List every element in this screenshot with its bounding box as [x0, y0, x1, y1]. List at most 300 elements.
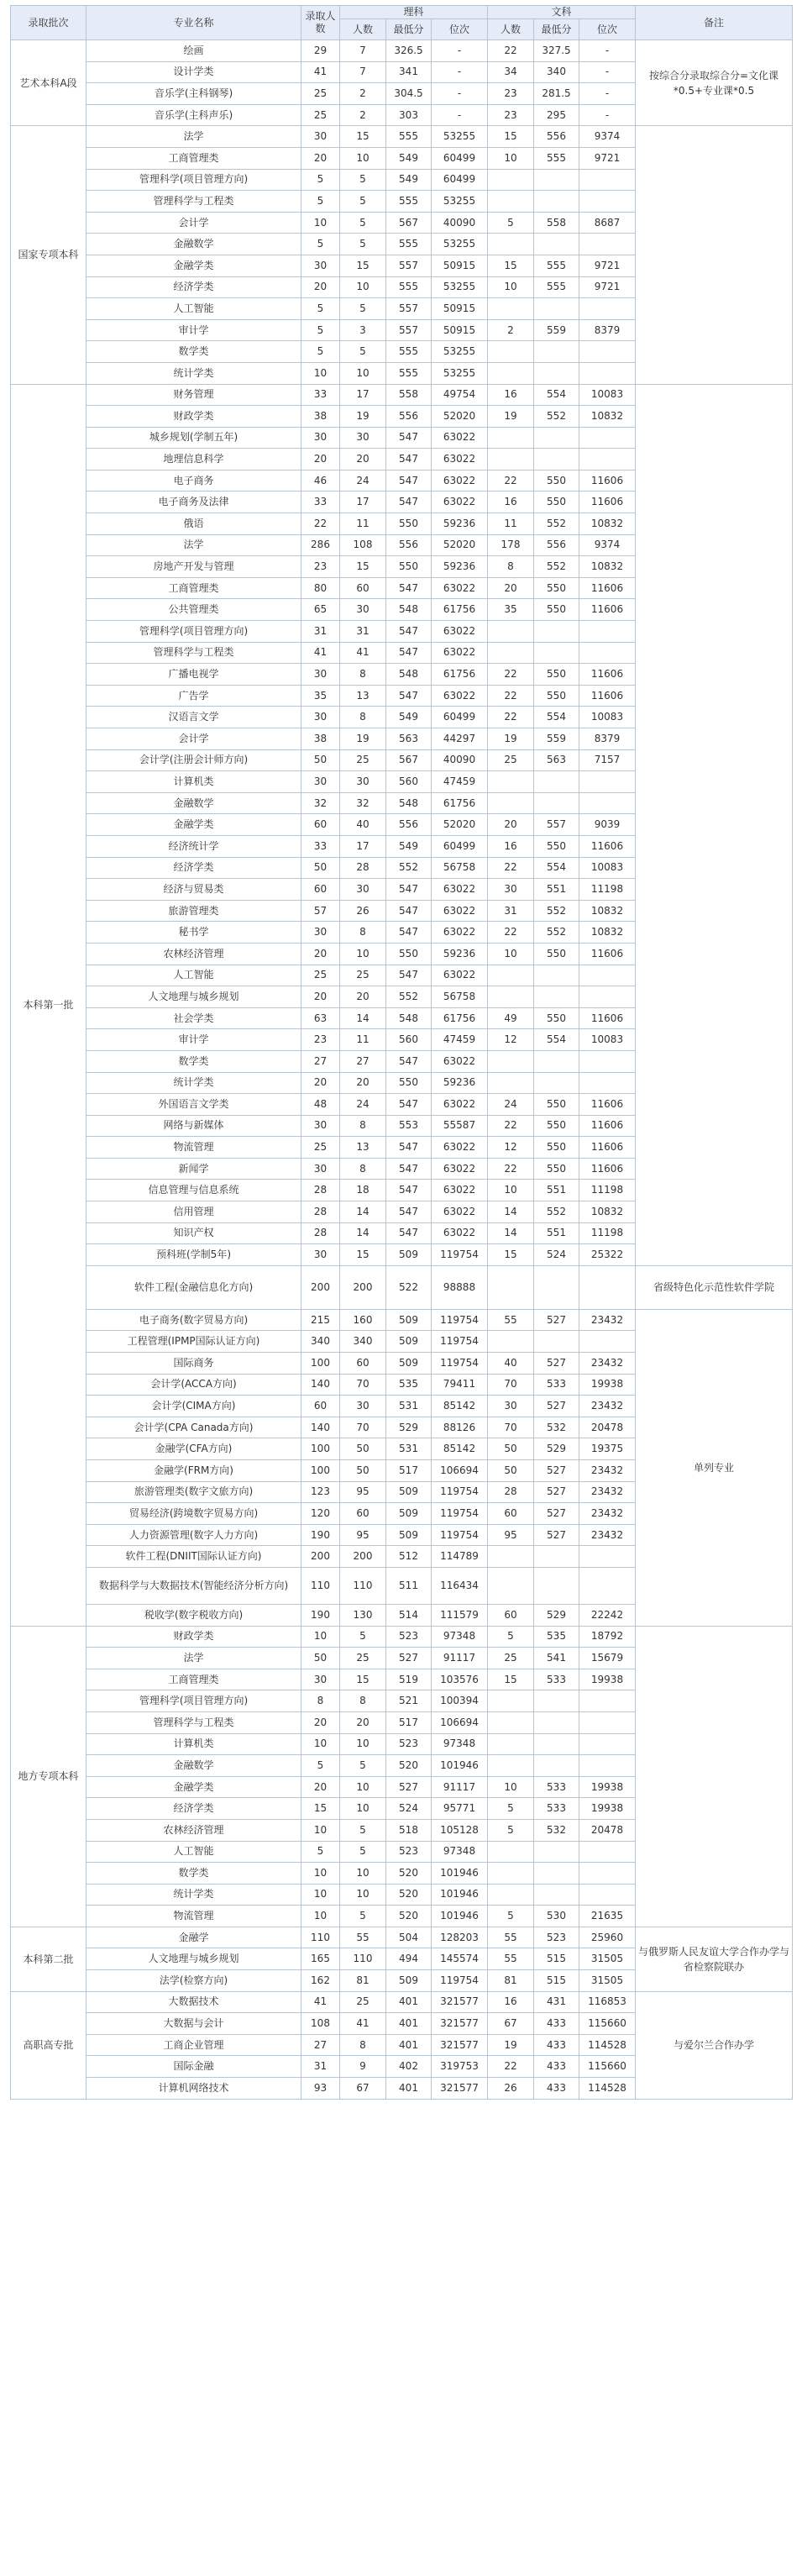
cell-sci-count: 67	[340, 2078, 386, 2100]
cell-arts-rank: 20478	[579, 1417, 636, 1438]
cell-admit: 28	[301, 1180, 340, 1201]
cell-sci-count: 50	[340, 1438, 386, 1460]
cell-arts-count: 16	[488, 1991, 534, 2013]
cell-sci-min: 527	[386, 1776, 432, 1798]
cell-arts-count: 5	[488, 1819, 534, 1841]
cell-major: 审计学	[86, 1029, 301, 1051]
cell-sci-rank: 63022	[432, 621, 488, 643]
cell-sci-min: 557	[386, 298, 432, 320]
header-science-min: 最低分	[386, 19, 432, 40]
cell-major: 金融学(FRM方向)	[86, 1460, 301, 1482]
cell-sci-count: 70	[340, 1417, 386, 1438]
cell-arts-count	[488, 362, 534, 384]
cell-arts-count: 55	[488, 1948, 534, 1970]
cell-sci-count: 130	[340, 1604, 386, 1626]
cell-arts-count	[488, 986, 534, 1008]
cell-major: 信息管理与信息系统	[86, 1180, 301, 1201]
cell-sci-count: 11	[340, 1029, 386, 1051]
cell-sci-min: 529	[386, 1417, 432, 1438]
cell-sci-rank: 321577	[432, 2034, 488, 2056]
cell-arts-rank: 23432	[579, 1503, 636, 1525]
cell-sci-min: 567	[386, 749, 432, 771]
cell-admit: 30	[301, 1158, 340, 1180]
header-major: 专业名称	[86, 6, 301, 40]
cell-arts-min: 529	[534, 1604, 579, 1626]
cell-arts-min: 541	[534, 1648, 579, 1669]
cell-admit: 5	[301, 319, 340, 341]
cell-major: 数学类	[86, 1050, 301, 1072]
cell-arts-rank	[579, 1863, 636, 1885]
cell-arts-count: 10	[488, 1776, 534, 1798]
header-arts: 文科	[488, 6, 636, 19]
batch-label: 高职高专批	[11, 1991, 86, 2099]
cell-arts-count	[488, 1690, 534, 1712]
cell-admit: 80	[301, 577, 340, 599]
cell-sci-count: 95	[340, 1524, 386, 1546]
cell-admit: 20	[301, 449, 340, 471]
cell-arts-rank: 8379	[579, 728, 636, 750]
cell-sci-rank: 63022	[432, 879, 488, 901]
cell-sci-rank: 63022	[432, 642, 488, 664]
cell-arts-rank: 115660	[579, 2013, 636, 2035]
cell-arts-min: 558	[534, 212, 579, 234]
cell-sci-min: 504	[386, 1927, 432, 1948]
cell-sci-rank: 47459	[432, 1029, 488, 1051]
cell-arts-min: 563	[534, 749, 579, 771]
cell-admit: 200	[301, 1265, 340, 1309]
cell-sci-count: 5	[340, 1841, 386, 1863]
table-row	[11, 1626, 793, 1648]
cell-sci-min: 509	[386, 1481, 432, 1503]
cell-arts-rank	[579, 1546, 636, 1568]
cell-arts-min: 527	[534, 1460, 579, 1482]
cell-arts-min: 527	[534, 1353, 579, 1375]
cell-arts-count: 5	[488, 1626, 534, 1648]
cell-arts-rank: 10832	[579, 922, 636, 944]
cell-arts-min	[534, 298, 579, 320]
cell-arts-rank: 11198	[579, 879, 636, 901]
cell-sci-min: 547	[386, 879, 432, 901]
cell-major: 统计学类	[86, 1884, 301, 1906]
cell-sci-min: 547	[386, 577, 432, 599]
cell-arts-rank: 10083	[579, 857, 636, 879]
cell-arts-count	[488, 234, 534, 255]
cell-admit: 162	[301, 1970, 340, 1992]
cell-sci-rank: 98888	[432, 1265, 488, 1309]
cell-major: 数学类	[86, 1863, 301, 1885]
cell-sci-min: 557	[386, 255, 432, 276]
cell-sci-min: 553	[386, 1115, 432, 1137]
cell-arts-min: 550	[534, 1094, 579, 1116]
cell-sci-count: 41	[340, 2013, 386, 2035]
cell-sci-rank: 63022	[432, 1094, 488, 1116]
cell-major: 城乡规划(学制五年)	[86, 427, 301, 449]
cell-major: 法学	[86, 126, 301, 148]
cell-sci-rank: 119754	[432, 1353, 488, 1375]
batch-note	[636, 384, 793, 1265]
cell-sci-rank: 91117	[432, 1776, 488, 1798]
cell-arts-min: 327.5	[534, 40, 579, 62]
cell-admit: 100	[301, 1460, 340, 1482]
cell-sci-count: 10	[340, 147, 386, 169]
cell-sci-count: 5	[340, 1906, 386, 1927]
cell-arts-min: 557	[534, 814, 579, 836]
cell-sci-count: 15	[340, 556, 386, 578]
cell-arts-min: 515	[534, 1948, 579, 1970]
cell-admit: 20	[301, 147, 340, 169]
cell-sci-count: 55	[340, 1927, 386, 1948]
cell-sci-rank: 97348	[432, 1733, 488, 1755]
cell-major: 电子商务及法律	[86, 492, 301, 513]
cell-admit: 5	[301, 169, 340, 191]
cell-sci-count: 10	[340, 1798, 386, 1820]
cell-arts-min	[534, 427, 579, 449]
cell-sci-min: 547	[386, 1137, 432, 1159]
cell-major: 经济学类	[86, 857, 301, 879]
cell-sci-min: 555	[386, 341, 432, 363]
cell-arts-rank: 19938	[579, 1669, 636, 1690]
cell-sci-min: 547	[386, 642, 432, 664]
cell-sci-count: 10	[340, 1884, 386, 1906]
batch-label: 地方专项本科	[11, 1626, 86, 1927]
cell-admit: 41	[301, 1991, 340, 2013]
cell-sci-rank: 63022	[432, 1050, 488, 1072]
cell-arts-rank: 20478	[579, 1819, 636, 1841]
cell-arts-rank: 11606	[579, 1007, 636, 1029]
cell-arts-count	[488, 341, 534, 363]
cell-sci-count: 10	[340, 943, 386, 965]
cell-arts-rank	[579, 362, 636, 384]
cell-admit: 27	[301, 2034, 340, 2056]
cell-arts-count	[488, 1546, 534, 1568]
cell-sci-min: 304.5	[386, 83, 432, 105]
cell-arts-rank	[579, 1711, 636, 1733]
cell-arts-rank: 23432	[579, 1396, 636, 1417]
cell-admit: 20	[301, 943, 340, 965]
cell-major: 金融学类	[86, 255, 301, 276]
cell-arts-count: 22	[488, 664, 534, 686]
cell-arts-min: 550	[534, 492, 579, 513]
admission-table	[10, 5, 793, 2100]
cell-sci-count: 26	[340, 900, 386, 922]
cell-sci-rank: 85142	[432, 1438, 488, 1460]
cell-arts-min: 527	[534, 1503, 579, 1525]
cell-major: 电子商务	[86, 470, 301, 492]
cell-arts-count: 178	[488, 534, 534, 556]
cell-sci-count: 13	[340, 1137, 386, 1159]
cell-sci-min: 548	[386, 1007, 432, 1029]
cell-admit: 5	[301, 1755, 340, 1777]
cell-sci-rank: 61756	[432, 599, 488, 621]
cell-sci-rank: 52020	[432, 814, 488, 836]
cell-sci-min: 509	[386, 1503, 432, 1525]
batch-note: 省级特色化示范性软件学院	[636, 1265, 793, 1309]
cell-arts-rank: 10083	[579, 384, 636, 406]
cell-admit: 30	[301, 1669, 340, 1690]
cell-arts-count: 8	[488, 556, 534, 578]
cell-arts-min: 535	[534, 1626, 579, 1648]
cell-major: 会计学	[86, 728, 301, 750]
cell-major: 软件工程(金融信息化方向)	[86, 1265, 301, 1309]
cell-admit: 5	[301, 234, 340, 255]
cell-major: 计算机网络技术	[86, 2078, 301, 2100]
cell-sci-min: 556	[386, 406, 432, 428]
cell-sci-rank: 44297	[432, 728, 488, 750]
cell-major: 金融学	[86, 1927, 301, 1948]
cell-major: 统计学类	[86, 362, 301, 384]
batch-label: 艺术本科A段	[11, 40, 86, 126]
cell-arts-count	[488, 1072, 534, 1094]
cell-sci-count: 60	[340, 1353, 386, 1375]
cell-admit: 33	[301, 384, 340, 406]
cell-arts-rank: 11606	[579, 1158, 636, 1180]
cell-arts-rank: 116853	[579, 1991, 636, 2013]
cell-sci-rank: 63022	[432, 1180, 488, 1201]
cell-sci-count: 30	[340, 771, 386, 793]
cell-sci-count: 14	[340, 1201, 386, 1223]
cell-arts-min: 527	[534, 1524, 579, 1546]
cell-sci-count: 17	[340, 492, 386, 513]
cell-arts-rank: 19938	[579, 1798, 636, 1820]
cell-admit: 30	[301, 664, 340, 686]
cell-arts-rank: 7157	[579, 749, 636, 771]
cell-sci-rank: 100394	[432, 1690, 488, 1712]
cell-arts-min: 555	[534, 276, 579, 298]
cell-sci-count: 108	[340, 534, 386, 556]
cell-sci-rank: 119754	[432, 1524, 488, 1546]
cell-sci-rank: 63022	[432, 1137, 488, 1159]
cell-sci-count: 15	[340, 126, 386, 148]
cell-sci-min: 555	[386, 362, 432, 384]
cell-major: 工商管理类	[86, 577, 301, 599]
cell-arts-count: 70	[488, 1374, 534, 1396]
cell-sci-rank: 53255	[432, 341, 488, 363]
cell-sci-min: 547	[386, 449, 432, 471]
cell-major: 汉语言文学	[86, 707, 301, 728]
cell-admit: 41	[301, 61, 340, 83]
cell-sci-count: 11	[340, 513, 386, 535]
cell-major: 金融数学	[86, 234, 301, 255]
cell-arts-count	[488, 169, 534, 191]
cell-admit: 27	[301, 1050, 340, 1072]
cell-arts-count: 67	[488, 2013, 534, 2035]
cell-sci-count: 7	[340, 61, 386, 83]
cell-arts-rank: 23432	[579, 1481, 636, 1503]
cell-arts-rank: 19938	[579, 1776, 636, 1798]
cell-arts-rank: 19375	[579, 1438, 636, 1460]
cell-major: 金融学类	[86, 1776, 301, 1798]
cell-sci-count: 13	[340, 685, 386, 707]
cell-arts-rank	[579, 341, 636, 363]
cell-sci-min: 520	[386, 1755, 432, 1777]
cell-arts-min: 295	[534, 104, 579, 126]
cell-arts-count: 14	[488, 1222, 534, 1244]
cell-admit: 30	[301, 771, 340, 793]
cell-arts-rank: 9374	[579, 126, 636, 148]
cell-arts-min	[534, 1863, 579, 1885]
cell-admit: 50	[301, 749, 340, 771]
cell-arts-count: 22	[488, 1158, 534, 1180]
cell-arts-rank: -	[579, 104, 636, 126]
cell-arts-min: 530	[534, 1906, 579, 1927]
cell-major: 经济与贸易类	[86, 879, 301, 901]
cell-sci-min: 547	[386, 922, 432, 944]
cell-admit: 20	[301, 1711, 340, 1733]
cell-arts-count: 28	[488, 1481, 534, 1503]
cell-arts-rank	[579, 792, 636, 814]
cell-sci-min: 549	[386, 169, 432, 191]
cell-sci-rank: 128203	[432, 1927, 488, 1948]
cell-sci-rank: 59236	[432, 513, 488, 535]
cell-arts-min: 533	[534, 1669, 579, 1690]
cell-arts-count: 5	[488, 212, 534, 234]
cell-sci-rank: 56758	[432, 857, 488, 879]
cell-sci-count: 3	[340, 319, 386, 341]
cell-major: 贸易经济(跨境数字贸易方向)	[86, 1503, 301, 1525]
cell-arts-min	[534, 234, 579, 255]
cell-major: 大数据技术	[86, 1991, 301, 2013]
cell-admit: 65	[301, 599, 340, 621]
cell-arts-rank	[579, 965, 636, 986]
cell-sci-count: 24	[340, 1094, 386, 1116]
cell-sci-count: 32	[340, 792, 386, 814]
cell-sci-rank: 106694	[432, 1711, 488, 1733]
header-batch: 录取批次	[11, 6, 86, 40]
cell-arts-rank: 11606	[579, 470, 636, 492]
cell-arts-min: 523	[534, 1927, 579, 1948]
cell-sci-count: 19	[340, 406, 386, 428]
cell-arts-rank	[579, 427, 636, 449]
cell-arts-rank	[579, 1841, 636, 1863]
cell-arts-count	[488, 427, 534, 449]
cell-sci-rank: 63022	[432, 1158, 488, 1180]
cell-arts-min: 527	[534, 1309, 579, 1331]
cell-sci-min: 514	[386, 1604, 432, 1626]
cell-major: 人工智能	[86, 965, 301, 986]
cell-sci-min: 401	[386, 2078, 432, 2100]
cell-sci-rank: 119754	[432, 1331, 488, 1353]
batch-note: 按综合分录取综合分=文化课*0.5+专业课*0.5	[636, 40, 793, 126]
cell-sci-rank: 59236	[432, 1072, 488, 1094]
cell-sci-min: 555	[386, 234, 432, 255]
cell-admit: 48	[301, 1094, 340, 1116]
cell-arts-rank: 10083	[579, 1029, 636, 1051]
cell-arts-rank	[579, 234, 636, 255]
cell-arts-rank: 11606	[579, 577, 636, 599]
header-arts-rank: 位次	[579, 19, 636, 40]
cell-sci-count: 30	[340, 599, 386, 621]
cell-arts-min	[534, 362, 579, 384]
table-row	[11, 126, 793, 148]
cell-sci-rank: 50915	[432, 319, 488, 341]
cell-arts-count: 10	[488, 943, 534, 965]
cell-major: 人文地理与城乡规划	[86, 1948, 301, 1970]
cell-arts-rank: 22242	[579, 1604, 636, 1626]
cell-arts-count: 10	[488, 147, 534, 169]
cell-sci-count: 18	[340, 1180, 386, 1201]
cell-sci-count: 60	[340, 1503, 386, 1525]
cell-admit: 31	[301, 2056, 340, 2078]
batch-note: 与俄罗斯人民友谊大学合作办学与省检察院联办	[636, 1927, 793, 1991]
cell-major: 俄语	[86, 513, 301, 535]
cell-sci-rank: 40090	[432, 749, 488, 771]
cell-admit: 20	[301, 1072, 340, 1094]
cell-sci-min: 517	[386, 1711, 432, 1733]
cell-sci-min: 560	[386, 1029, 432, 1051]
cell-major: 预科班(学制5年)	[86, 1244, 301, 1266]
cell-arts-rank: 11606	[579, 1094, 636, 1116]
cell-admit: 5	[301, 191, 340, 213]
cell-arts-rank: 11606	[579, 685, 636, 707]
cell-arts-rank: 115660	[579, 2056, 636, 2078]
cell-major: 会计学(CPA Canada方向)	[86, 1417, 301, 1438]
cell-admit: 5	[301, 298, 340, 320]
cell-major: 软件工程(DNIIT国际认证方向)	[86, 1546, 301, 1568]
cell-major: 大数据与会计	[86, 2013, 301, 2035]
cell-major: 音乐学(主科钢琴)	[86, 83, 301, 105]
cell-sci-rank: 60499	[432, 835, 488, 857]
cell-sci-count: 340	[340, 1331, 386, 1353]
cell-arts-rank: 18792	[579, 1626, 636, 1648]
cell-admit: 60	[301, 1396, 340, 1417]
cell-admit: 20	[301, 276, 340, 298]
cell-major: 管理科学(项目管理方向)	[86, 1690, 301, 1712]
cell-sci-count: 10	[340, 1776, 386, 1798]
cell-admit: 200	[301, 1546, 340, 1568]
cell-arts-count: 22	[488, 1115, 534, 1137]
table-row	[11, 40, 793, 62]
cell-arts-min: 550	[534, 470, 579, 492]
cell-sci-count: 8	[340, 1115, 386, 1137]
cell-sci-min: 509	[386, 1524, 432, 1546]
cell-arts-min: 552	[534, 513, 579, 535]
cell-sci-min: 527	[386, 1648, 432, 1669]
cell-arts-min: 552	[534, 556, 579, 578]
cell-admit: 30	[301, 126, 340, 148]
cell-sci-min: 518	[386, 1819, 432, 1841]
cell-sci-min: 547	[386, 1222, 432, 1244]
cell-arts-min: 532	[534, 1819, 579, 1841]
cell-sci-rank: 60499	[432, 169, 488, 191]
cell-admit: 15	[301, 1798, 340, 1820]
cell-admit: 60	[301, 814, 340, 836]
cell-arts-count	[488, 1567, 534, 1604]
cell-arts-count	[488, 449, 534, 471]
cell-major: 工程管理(IPMP国际认证方向)	[86, 1331, 301, 1353]
table-row	[11, 1309, 793, 1331]
cell-sci-count: 14	[340, 1222, 386, 1244]
batch-note	[636, 126, 793, 384]
table-row	[11, 1927, 793, 1948]
cell-sci-count: 200	[340, 1265, 386, 1309]
cell-arts-min	[534, 1546, 579, 1568]
cell-sci-min: 517	[386, 1460, 432, 1482]
cell-arts-count: 70	[488, 1417, 534, 1438]
cell-major: 会计学(ACCA方向)	[86, 1374, 301, 1396]
cell-sci-min: 341	[386, 61, 432, 83]
cell-arts-min: 532	[534, 1417, 579, 1438]
cell-sci-rank: 61756	[432, 792, 488, 814]
cell-sci-count: 60	[340, 577, 386, 599]
cell-major: 人工智能	[86, 298, 301, 320]
cell-sci-min: 558	[386, 384, 432, 406]
cell-sci-min: 552	[386, 857, 432, 879]
cell-arts-rank: 31505	[579, 1948, 636, 1970]
cell-arts-rank	[579, 1331, 636, 1353]
cell-major: 新闻学	[86, 1158, 301, 1180]
cell-major: 经济学类	[86, 1798, 301, 1820]
cell-admit: 10	[301, 1626, 340, 1648]
